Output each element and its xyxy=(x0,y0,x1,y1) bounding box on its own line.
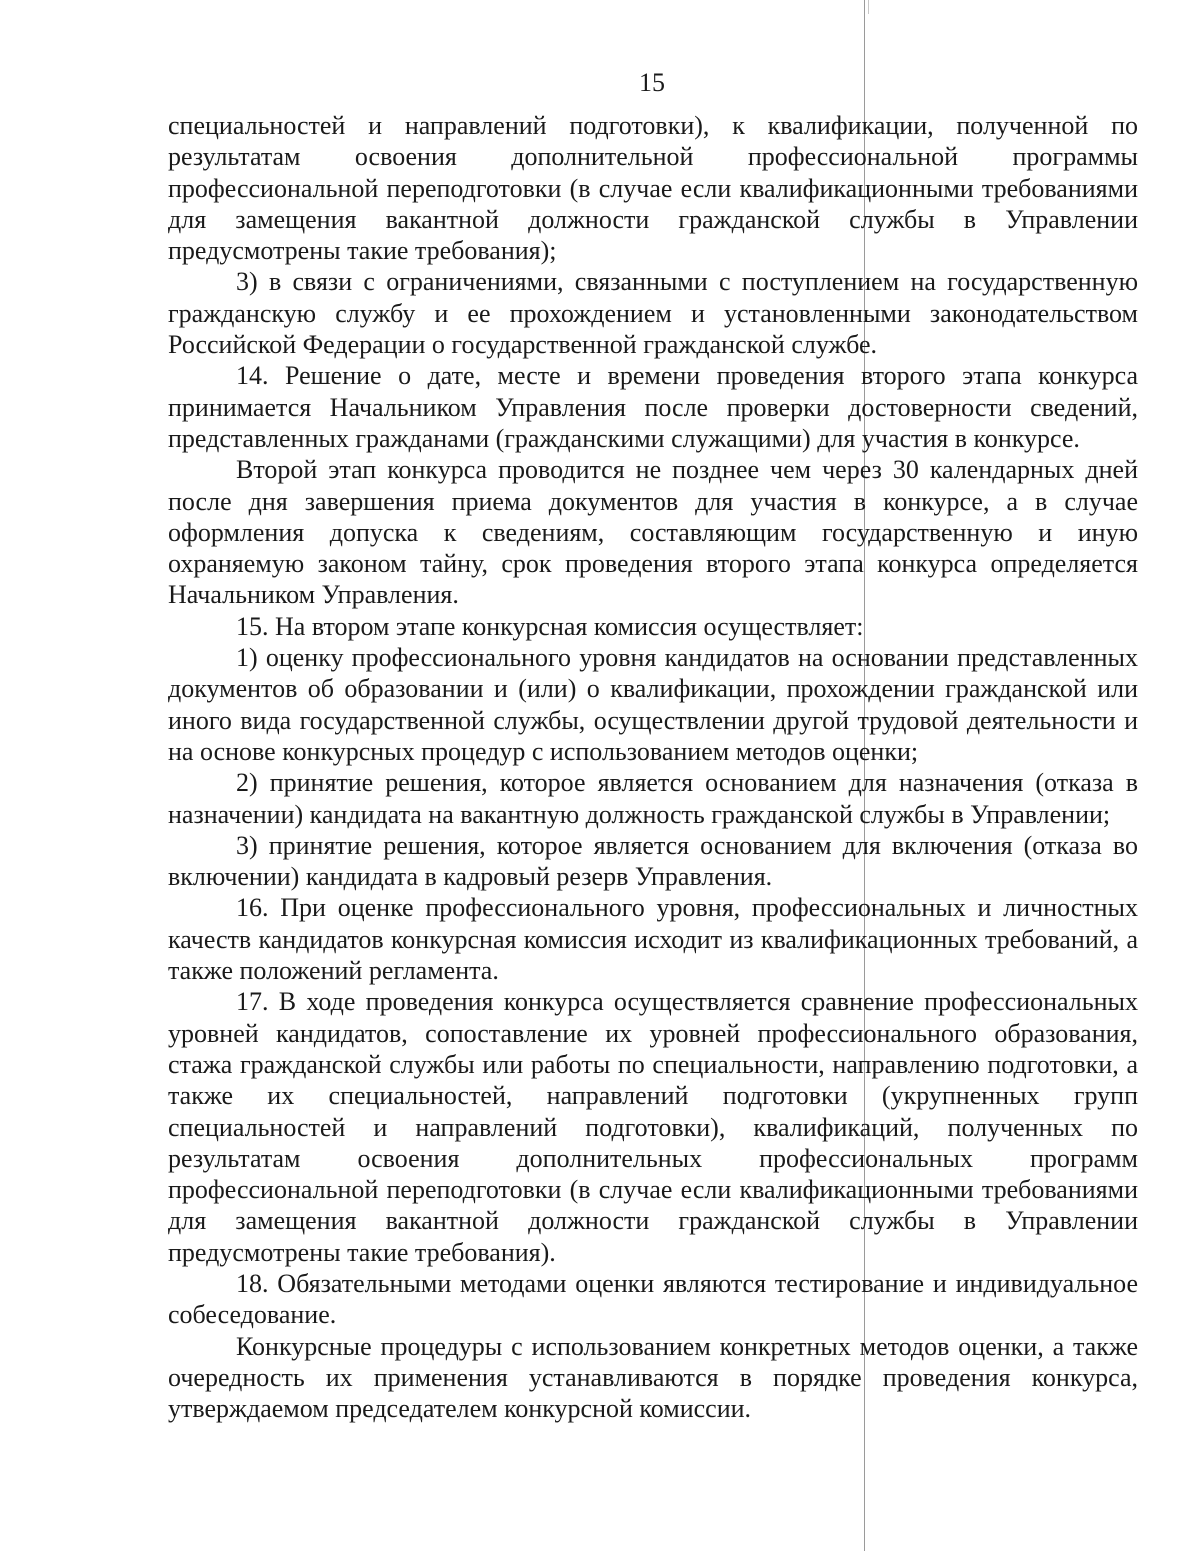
paragraph-clause-15-item-3: 3) принятие решения, которое является основанием для включения (отказа во включении) кандидата в кадровый резерв Управления. xyxy=(168,830,1138,892)
paragraph-item-3: 3) в связи с ограничениями, связанными с поступлением на государственную гражданскую службу и ее прохождением и установленными законодательством Российской Федерации о государственной гражданской службе. xyxy=(168,267,1138,360)
paragraph-clause-15-item-2: 2) принятие решения, которое является основанием для назначения (отказа в назначении) кандидата на вакантную должность гражданской службы в Управлении; xyxy=(168,768,1138,829)
document-body xyxy=(168,110,1138,1424)
scan-artifact-tick xyxy=(868,0,869,14)
page-number: 15 xyxy=(639,68,665,97)
paragraph-procedures: Конкурсные процедуры с использованием конкретных методов оценки, а также очередность их применения устанавливаются в порядке проведения конкурса, утверждаемом председателем конкурсной комиссии. xyxy=(168,1331,1138,1424)
paragraph-continuation: специальностей и направлений подготовки), к квалификации, полученной по результатам освоения дополнительной профессиональной программы профессиональной переподготовки (в случае если квалификационными требованиями для замещения вакантной должности гражданской службы в Управлении предусмотрены такие требования); xyxy=(168,111,1138,266)
paragraph-second-stage-deadline: Второй этап конкурса проводится не позднее чем через 30 календарных дней после дня завершения приема документов для участия в конкурсе, а в случае оформления допуска к сведениям, составляющим государственную и иную охраняемую законом тайну, срок проведения второго этапа конкурса определяется Начальником Управления. xyxy=(168,455,1138,610)
paragraph-clause-15: 15. На втором этапе конкурсная комиссия осуществляет: xyxy=(236,611,864,641)
paragraph-clause-17: 17. В ходе проведения конкурса осуществляется сравнение профессиональных уровней кандидатов, сопоставление их уровней профессионального образования, стажа гражданской службы или работы по специальности, направлению подготовки, а также их специальностей, направлений подготовки (укрупненных групп специальностей и направлений подготовки), квалификаций, полученных по результатам освоения дополнительных профессиональных программ профессиональной переподготовки (в случае если квалификационными требованиями для замещения вакантной должности гражданской службы в Управлении предусмотрены такие требования). xyxy=(168,987,1138,1267)
paragraph-clause-15-item-1: 1) оценку профессионального уровня кандидатов на основании представленных документов об образовании и (или) о квалификации, прохождении гражданской или иного вида государственной службы, осуществлении другой трудовой деятельности и на основе конкурсных процедур с использованием методов оценки; xyxy=(168,643,1138,766)
paragraph-clause-14: 14. Решение о дате, месте и времени проведения второго этапа конкурса принимается Начальником Управления после проверки достоверности сведений, представленных гражданами (гражданскими служащими) для участия в конкурсе. xyxy=(168,361,1138,453)
paragraph-clause-16: 16. При оценке профессионального уровня, профессиональных и личностных качеств кандидатов конкурсная комиссия исходит из квалификационных требований, а также положений регламента. xyxy=(168,893,1138,986)
paragraph-clause-18: 18. Обязательными методами оценки являются тестирование и индивидуальное собеседование. xyxy=(168,1268,1138,1330)
